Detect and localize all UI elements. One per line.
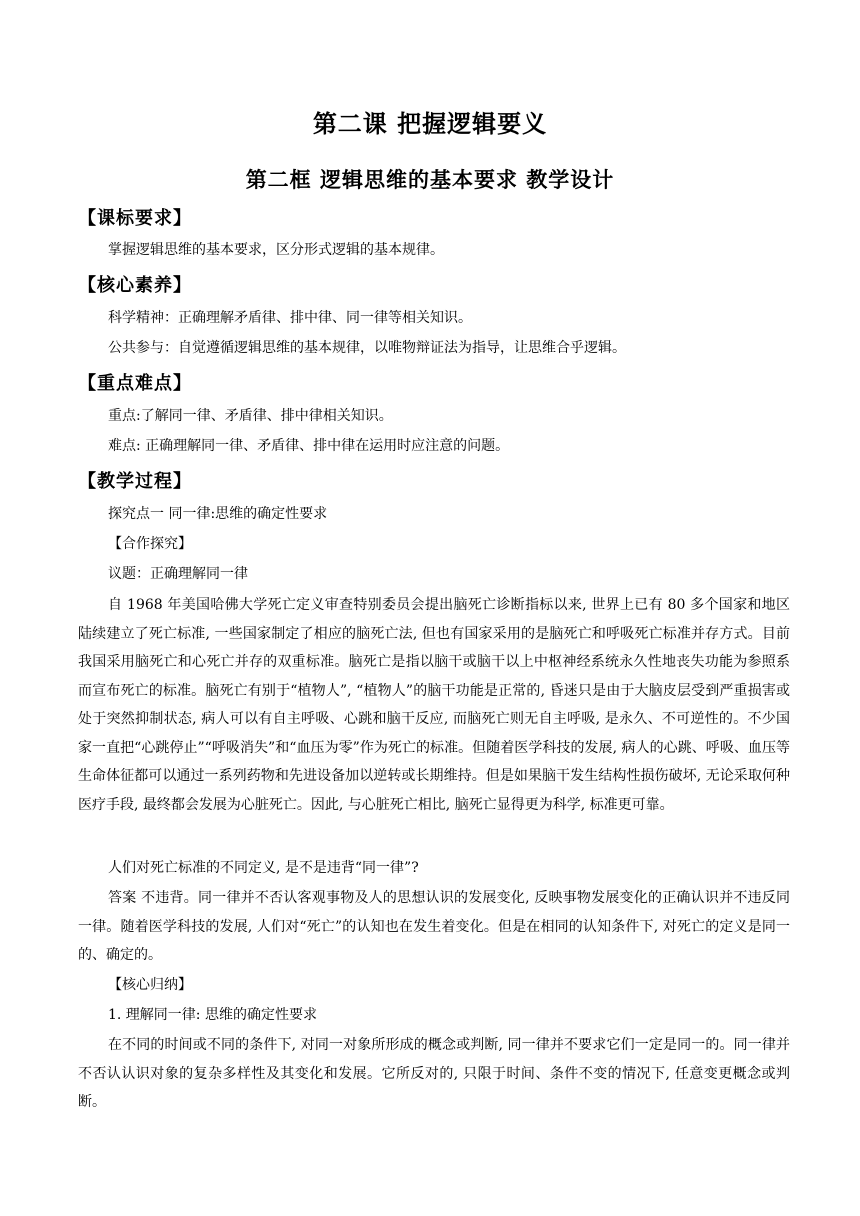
core-summary-label: 【核心归纳】 (108, 977, 192, 993)
cooperative-inquiry-label: 【合作探究】 (108, 536, 192, 552)
question-line: 人们对死亡标准的不同定义, 是不是违背“同一律”? (108, 860, 419, 876)
key-point-line: 重点:了解同一律、矛盾律、排中律相关知识。 (108, 408, 393, 424)
literacy-line-1: 科学精神：正确理解矛盾律、排中律、同一律等相关知识。 (108, 310, 472, 326)
section-heading-key-points: 【重点难点】 (78, 373, 192, 394)
summary-item-1-title: 1. 理解同一律: 思维的确定性要求 (108, 1007, 317, 1023)
difficulty-line: 难点: 正确理解同一律、矛盾律、排中律在运用时应注意的问题。 (108, 438, 510, 454)
literacy-line-2: 公共参与：自觉遵循逻辑思维的基本规律，以唯物辩证法为指导，让思维合乎逻辑。 (108, 340, 626, 356)
curriculum-text: 掌握逻辑思维的基本要求，区分形式逻辑的基本规律。 (108, 242, 444, 258)
answer-paragraph: 答案 不违背。同一律并不否认客观事物及人的思想认识的发展变化, 反映事物发展变化的正确认识并不违反同一律。随着医学科技的发展, 人们对“死亡”的认知也在发生着变化。但是在相同的认知条件下, 对死亡的定义是同一的、确定的。 (78, 890, 790, 963)
section-heading-curriculum: 【课标要求】 (78, 208, 192, 229)
case-paragraph: 自 1968 年美国哈佛大学死亡定义审查特别委员会提出脑死亡诊断指标以来, 世界上已有 80 多个国家和地区陆续建立了死亡标准, 一些国家制定了相应的脑死亡法, 但也有国家采用的是脑死亡和呼吸死亡标准并存方式。目前我国采用脑死亡和心死亡并存的双重标准。脑死亡是指以脑干或脑干以上中枢神经系统永久性地丧失功能为参照系而宣布死亡的标准。脑死亡有别于“植物人”, “植物人”的脑干功能是正常的, 昏迷只是由于大脑皮层受到严重损害或处于突然抑制状态, 病人可以有自主呼吸、心跳和脑干反应, 而脑死亡则无自主呼吸, 是永久、不可逆性的。不少国家一直把“心跳停止”“呼吸消失”和“血压为零”作为死亡的标准。但随着医学科技的发展, 病人的心跳、呼吸、血压等生命体征都可以通过一系列药物和先进设备加以逆转或长期维持。但是如果脑干发生结构性损伤破坏, 无论采取何种医疗手段, 最终都会发展为心脏死亡。因此, 与心脏死亡相比, 脑死亡显得更为科学, 标准更可靠。 (78, 597, 790, 813)
inquiry-point-1: 探究点一 同一律:思维的确定性要求 (108, 506, 328, 522)
topic-line: 议题：正确理解同一律 (108, 566, 248, 582)
lesson-title: 第二课 把握逻辑要义 (312, 110, 548, 138)
lesson-subtitle: 第二框 逻辑思维的基本要求 教学设计 (245, 168, 615, 192)
section-heading-process: 【教学过程】 (78, 471, 192, 492)
section-heading-literacy: 【核心素养】 (78, 275, 192, 296)
summary-item-1-text: 在不同的时间或不同的条件下, 对同一对象所形成的概念或判断, 同一律并不要求它们一定是同一的。同一律并不否认认识对象的复杂多样性及其变化和发展。它所反对的, 只限于时间、条件不变的情况下, 任意变更概念或判断。 (78, 1037, 790, 1110)
